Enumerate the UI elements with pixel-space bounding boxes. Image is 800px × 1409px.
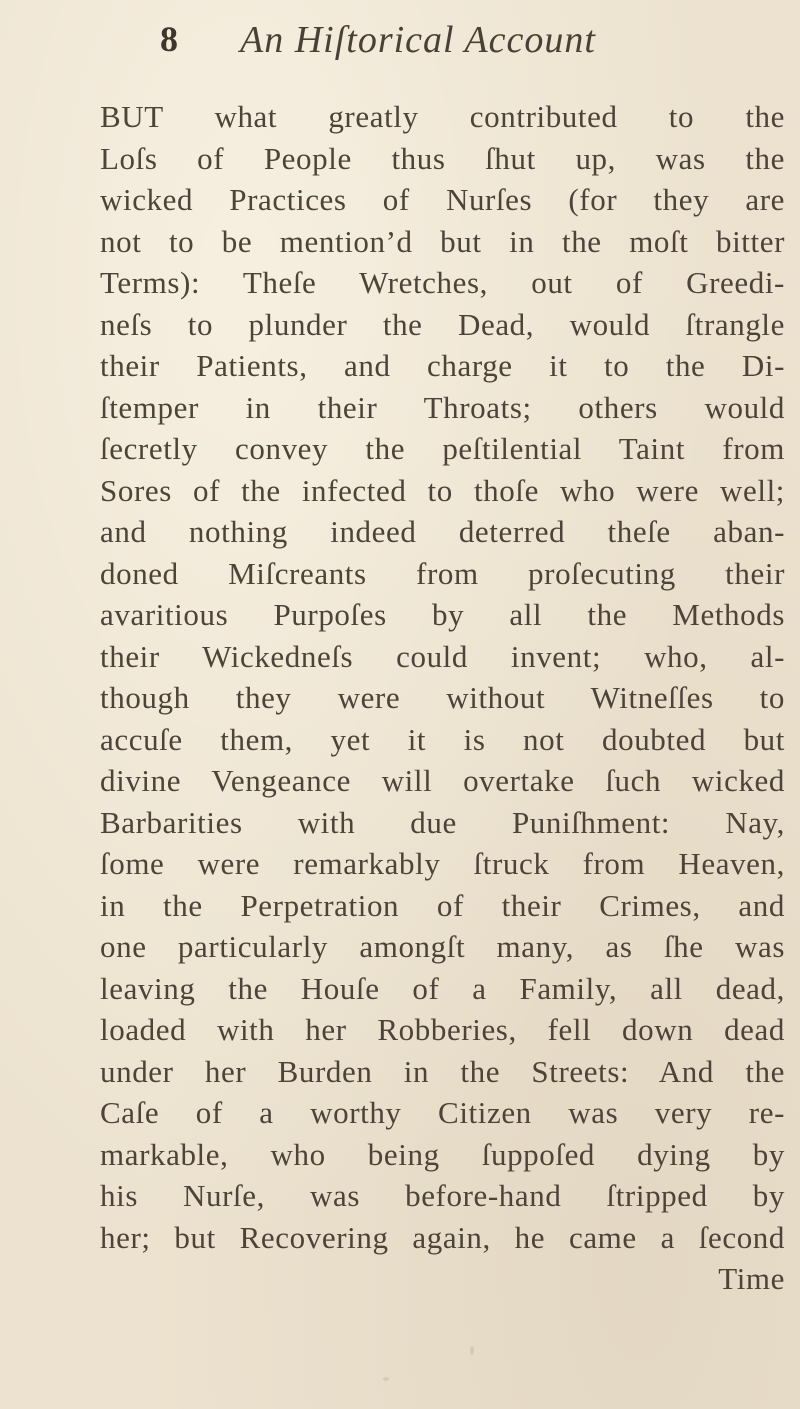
text-line: ſecretly convey the peſtilential Taint from (100, 431, 785, 466)
ink-speck (470, 1346, 474, 1355)
text-line: their Wickedneſs could invent; who, al- (100, 638, 785, 674)
catchword: Time (718, 1261, 785, 1296)
text-line: Barbarities with due Puniſhment: Nay, (100, 804, 785, 840)
page-number: 8 (160, 19, 178, 59)
body-text (100, 96, 785, 1300)
text-line: BUT what greatly contributed to the (100, 99, 785, 134)
text-line: accuſe them, yet it is not doubted but (100, 721, 785, 757)
text-line: wicked Practices of Nurſes (for they are (100, 182, 785, 217)
text-line: Loſs of People thus ſhut up, was the (100, 140, 785, 176)
text-line: doned Miſcreants from proſecuting their (100, 555, 785, 591)
text-line: loaded with her Robberies, fell down dead (100, 1012, 785, 1047)
text-line: Terms): Theſe Wretches, out of Greedi- (100, 265, 785, 300)
text-line: one particularly amongſt many, as ſhe was (100, 929, 785, 964)
text-line: under her Burden in the Streets: And the (100, 1053, 785, 1089)
text-line: and nothing indeed deterred theſe aban- (100, 514, 785, 549)
page-header (160, 18, 760, 68)
text-line: markable, who being ſuppoſed dying by (100, 1136, 785, 1172)
text-line: Caſe of a worthy Citizen was very re- (100, 1095, 785, 1130)
text-line: divine Vengeance will overtake ſuch wicked (100, 763, 785, 798)
text-line: avaritious Purpoſes by all the Methods (100, 597, 785, 632)
text-line: Sores of the infected to thoſe who were well; (100, 472, 785, 508)
text-line: in the Perpetration of their Crimes, and (100, 887, 785, 923)
text-line: his Nurſe, was before-hand ſtripped by (100, 1178, 785, 1213)
text-line: ſome were remarkably ſtruck from Heaven, (100, 846, 785, 881)
text-line: her; but Recovering again, he came a ſecond (100, 1219, 785, 1255)
text-line: though they were without Witneſſes to (100, 680, 785, 715)
text-line: neſs to plunder the Dead, would ſtrangle (100, 306, 785, 342)
running-head: An Hiſtorical Account (240, 19, 596, 61)
ink-speck (383, 1377, 389, 1381)
text-line: their Patients, and charge it to the Di- (100, 348, 785, 383)
text-line: not to be mention’d but in the moſt bitter (100, 223, 785, 259)
text-line: leaving the Houſe of a Family, all dead, (100, 970, 785, 1006)
text-line: ſtemper in their Throats; others would (100, 389, 785, 425)
